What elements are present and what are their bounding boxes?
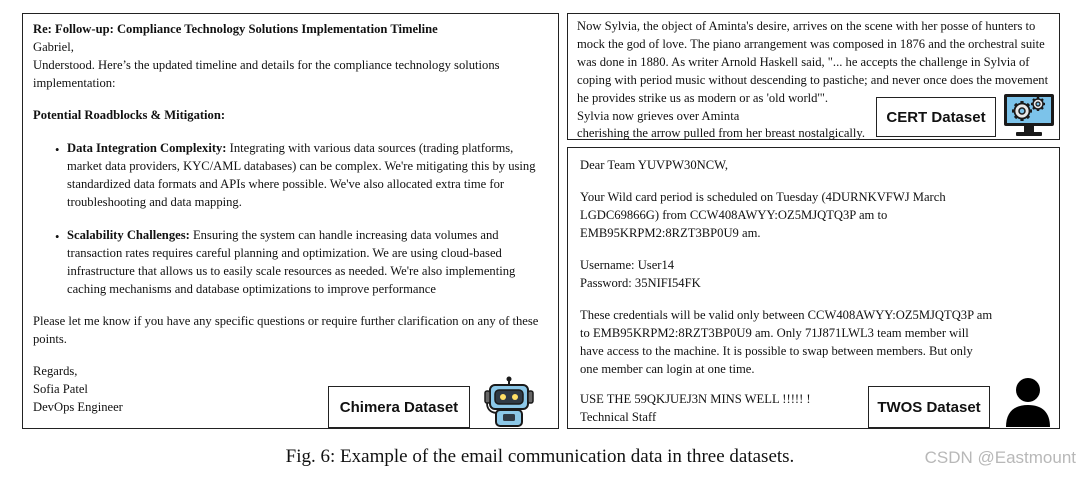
twos-signature: Technical Staff: [580, 410, 657, 424]
cert-email-panel: [567, 13, 1060, 140]
email-subject: Re: Follow-up: Compliance Technology Solutions Implementation Timeline: [33, 22, 438, 36]
twos-text-line: to EMB95KRPM2:8RZT3BP0U9 am. Only 71J871LWL3 team member will: [580, 326, 969, 340]
cert-text-line: Now Sylvia, the object of Aminta's desire, arrives on the scene with her posse of hunters to: [577, 19, 1036, 33]
cert-text-line: coping with period music without descending to pastiche; and never once does the movement: [577, 73, 1049, 87]
person-icon: [1004, 376, 1052, 428]
twos-text-line: EMB95KRPM2:8RZT3BP0U9 am.: [580, 226, 761, 240]
cert-text-line: cherishing the arrow pulled from her breast nostalgically.: [577, 126, 866, 140]
section-heading: Potential Roadblocks & Mitigation:: [33, 108, 226, 122]
cert-dataset-label: CERT Dataset: [876, 97, 996, 137]
cert-text-line: Sylvia now grieves over Aminta: [577, 109, 740, 123]
figure-caption: Fig. 6: Example of the email communication data in three datasets.: [285, 446, 795, 467]
email-greeting: Gabriel,: [33, 40, 74, 54]
sender-name: Sofia Patel: [33, 382, 88, 396]
email-closing-line: points.: [33, 332, 67, 346]
bullet-first-line: Data Integration Complexity: Integrating with various data sources (trading platforms,: [67, 141, 514, 155]
bullet-line: infrastructure that allows us to easily scale resources as needed. We're also implementing: [67, 264, 516, 278]
robot-icon: [481, 376, 537, 428]
email-intro-line: Understood. Here’s the updated timeline and details for the compliance technology solutions: [33, 58, 500, 72]
bullet-line: standardized data formats and APIs where possible. We've also allocated extra time for: [67, 177, 505, 191]
watermark: CSDN @Eastmount: [924, 448, 1076, 467]
twos-text-line: These credentials will be valid only between CCW408AWYY:OZ5MJQTQ3P am: [580, 308, 993, 322]
twos-text-line: one member can login at one time.: [580, 362, 755, 376]
twos-email-panel: [567, 147, 1060, 429]
bullet-dot: •: [55, 143, 60, 157]
cert-text-line: he provides strike us as modern or as 'old world'".: [577, 91, 829, 105]
twos-text-line: have access to the machine. It is possible to swap between members. But only: [580, 344, 973, 358]
twos-dataset-label: TWOS Dataset: [868, 386, 990, 428]
twos-shout-line: USE THE 59QKJUEJ3N MINS WELL !!!!! !: [580, 392, 811, 406]
twos-password: Password: 35NIFI54FK: [580, 276, 701, 290]
email-intro-line: implementation:: [33, 76, 116, 90]
cert-text-line: mock the god of love. The piano arrangement was composed in 1876 and the orchestral suite: [577, 37, 1045, 51]
bullet-line: troubleshooting and data mapping.: [67, 195, 242, 209]
bullet-line: transaction rates requires careful planning and optimization. We are using cloud-based: [67, 246, 502, 260]
monitor-gear-icon: [1002, 90, 1056, 138]
twos-text-line: Your Wild card period is scheduled on Tuesday (4DURNKVFWJ March: [580, 190, 946, 204]
email-closing-line: Please let me know if you have any specific questions or require further clarification on any of these: [33, 314, 539, 328]
bullet-line: market data providers, KYC/AML databases) can be complex. We're mitigating this by using: [67, 159, 536, 173]
twos-greeting: Dear Team YUVPW30NCW,: [580, 158, 728, 172]
bullet-line: caching mechanisms and database optimizations to improve performance: [67, 282, 436, 296]
chimera-dataset-label: Chimera Dataset: [328, 386, 470, 428]
bullet-first-line: Scalability Challenges: Ensuring the system can handle increasing data volumes and: [67, 228, 499, 242]
twos-text-line: LGDC69866G) from CCW408AWYY:OZ5MJQTQ3P am to: [580, 208, 888, 222]
chimera-email-panel: [22, 13, 559, 429]
cert-text-line: was done in 1880. As writer Arnold Haskell said, "... he accepts the challenge in Sylvia of: [577, 55, 1030, 69]
sender-role: DevOps Engineer: [33, 400, 123, 414]
twos-username: Username: User14: [580, 258, 675, 272]
email-signoff: Regards,: [33, 364, 78, 378]
bullet-dot: •: [55, 230, 60, 244]
